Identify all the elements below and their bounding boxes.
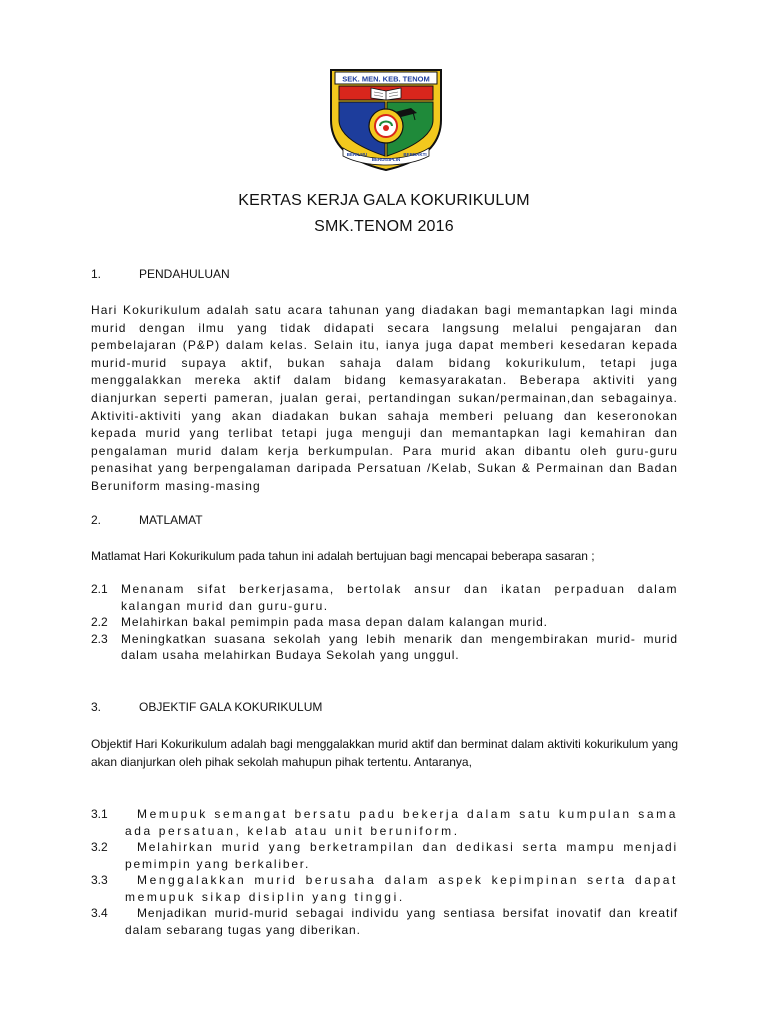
item-number: 2.1 [91,582,108,596]
section-title: PENDAHULUAN [139,267,230,281]
section-3-intro: Objektif Hari Kokurikulum adalah bagi menggalakkan murid aktif dan berminat dalam aktiviti kokurikulum yang akan dianjurkan oleh pihak sekolah mahupun pihak tertentu. Antaranya, [91,737,678,769]
section-title: OBJEKTIF GALA KOKURIKULUM [139,700,323,714]
item-number: 2.2 [91,615,108,629]
list-item [91,614,678,631]
list-item [91,872,678,905]
section-number: 2. [91,513,102,527]
item-number: 3.3 [91,873,108,887]
item-number: 3.2 [91,840,108,854]
list-item [91,839,678,872]
item-text: Melahirkan bakal pemimpin pada masa depan dalam kalangan murid. [121,615,548,629]
item-text: Meningkatkan suasana sekolah yang lebih menarik dan mengembirakan murid- murid dalam usaha melahirkan Budaya Sekolah yang unggul. [121,631,678,662]
item-number: 3.4 [91,906,108,920]
item-text: Melahirkan murid yang berketrampilan dan dedikasi serta mampu menjadi pemimpin yang berkaliber. [125,840,678,871]
crest-motto-center: BERDISIPLIN [371,157,401,162]
document-title: KERTAS KERJA GALA KOKURIKULUM [238,192,530,209]
list-item [91,581,678,614]
list-item [91,905,678,938]
list-item [91,806,678,839]
section-1-paragraph: Hari Kokurikulum adalah satu acara tahunan yang diadakan bagi memantapkan lagi minda murid dengan ilmu yang tidak didapati secara langsung melalui pengajaran dan pembelajaran (P&P) dalam kelas. Selain itu, ianya juga dapat memberi kesedaran kepada murid-murid supaya aktif, bukan sahaja dalam bidang kokurikulum, tetapi juga menggalakkan mereka aktif dalam bidang kemasyarakatan. Beberapa aktiviti yang dianjurkan seperti pameran, jualan gerai, pertandingan sukan/permainan,dan sebagainya. Aktiviti-aktiviti yang akan diadakan bukan sahaja memberi peluang dan keseronokan kepada murid yang terlibat tetapi juga menguji dan memantapkan lagi kemahiran dan pengalaman murid dalam kerja berkumpulan. Para murid akan dibantu oleh guru-guru penasihat yang berpengalaman daripada Persatuan /Kelab, Sukan & Permainan dan Badan Beruniform masing-masing [91,303,678,493]
section-number: 3. [91,700,102,714]
section-number: 1. [91,267,102,281]
section-2-list [91,581,678,664]
crest-motto-left: BERILMU [346,152,368,157]
item-number: 2.3 [91,631,108,646]
crest-banner-text: SEK. MEN. KEB. TENOM [342,74,430,84]
item-text: Memupuk semangat bersatu padu bekerja dalam satu kumpulan sama ada persatuan, kelab atau unit beruniform. [125,807,678,838]
school-crest-logo [325,64,447,174]
document-subtitle: SMK.TENOM 2016 [314,218,454,235]
item-text: Menanam sifat berkerjasama, bertolak ansur dan ikatan perpaduan dalam kalangan murid dan guru-guru. [121,582,678,613]
item-text: Menjadikan murid-murid sebagai individu yang sentiasa bersifat inovatif dan kreatif dalam sebarang tugas yang diberikan. [125,906,678,937]
section-title: MATLAMAT [139,513,203,527]
section-3-list [91,806,678,938]
item-text: Menggalakkan murid berusaha dalam aspek kepimpinan serta dapat memupuk sikap disiplin yang tinggi. [125,873,678,904]
section-2-intro: Matlamat Hari Kokurikulum pada tahun ini adalah bertujuan bagi mencapai beberapa sasaran ; [91,549,595,563]
item-number: 3.1 [91,807,108,821]
crest-motto-right: BERBAKTI [403,152,427,157]
list-item [91,631,678,664]
